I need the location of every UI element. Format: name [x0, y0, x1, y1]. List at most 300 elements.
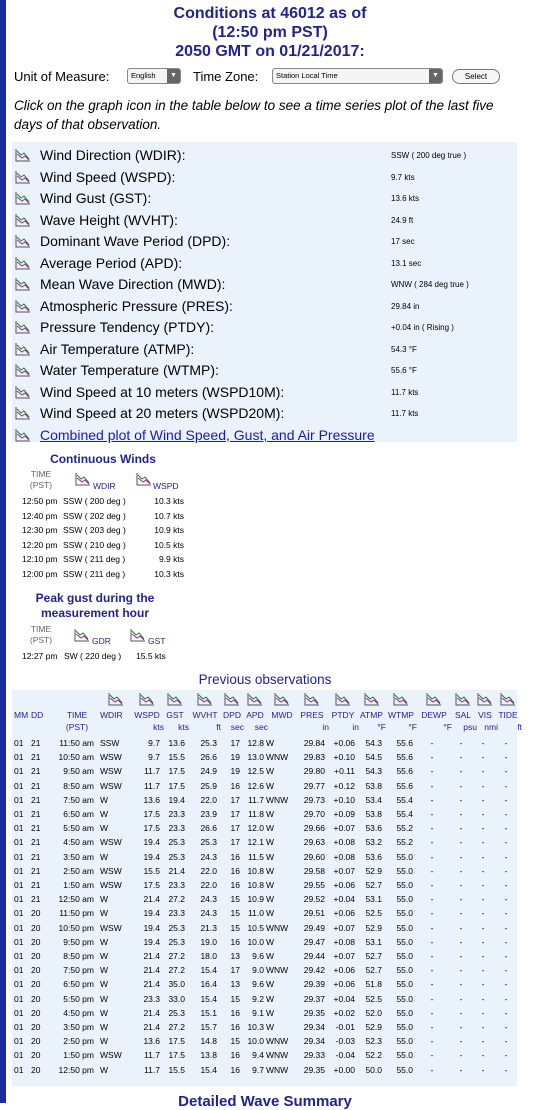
obs-cell: W — [266, 865, 275, 876]
obs-cell: +0.09 — [333, 809, 355, 819]
obs-cell: 10.8 — [247, 865, 264, 876]
obs-cell: 29.77 — [303, 780, 325, 791]
obs-cell: 55.0 — [396, 1036, 413, 1047]
obs-cell: 29.80 — [303, 766, 325, 777]
obs-cell: 21 — [31, 894, 41, 905]
obs-cell: +0.06 — [333, 965, 355, 976]
obs-cell: W — [266, 823, 275, 834]
obs-cell: 55.2 — [396, 823, 413, 834]
obs-cell: 23.3 — [168, 908, 185, 919]
obs-cell: 55.6 — [396, 752, 413, 763]
col-header-atmp: ATMP — [360, 710, 383, 720]
obs-cell: - — [459, 922, 463, 933]
graph-icon[interactable] — [477, 692, 493, 706]
obs-cell: - — [481, 922, 485, 933]
obs-cell: 29.84 — [303, 738, 325, 748]
graph-icon[interactable] — [335, 692, 351, 706]
obs-cell: WNW — [266, 922, 289, 933]
obs-cell: 21 — [31, 752, 41, 763]
obs-cell: 21.3 — [200, 922, 217, 933]
obs-cell: - — [481, 908, 485, 919]
obs-cell: 55.0 — [396, 951, 413, 961]
obs-cell: - — [430, 922, 434, 933]
col-unit: °F — [377, 722, 386, 732]
obs-cell: 13.6 — [168, 738, 185, 748]
condition-value: +0.04 in ( Rising ) — [391, 323, 454, 332]
graph-icon[interactable] — [15, 406, 31, 420]
cw-time: 12:10 pm — [22, 554, 58, 564]
obs-cell: 24.3 — [200, 851, 217, 862]
obs-cell: - — [481, 851, 485, 862]
col-header-wspd: WSPD — [134, 710, 160, 720]
unit-select-value: English — [131, 71, 156, 80]
graph-icon[interactable] — [136, 472, 152, 486]
obs-cell: 2:50 am — [63, 865, 94, 876]
condition-label: Wind Speed (WSPD): — [40, 168, 176, 185]
obs-cell: 55.0 — [396, 1050, 413, 1061]
obs-cell: 52.3 — [365, 1036, 382, 1047]
obs-cell: - — [504, 738, 508, 748]
obs-cell: -0.03 — [335, 1036, 355, 1047]
condition-label: Wind Direction (WDIR): — [40, 147, 186, 163]
col-header-dd: DD — [31, 710, 44, 720]
obs-cell: 25.3 — [168, 1007, 185, 1018]
obs-cell: - — [459, 752, 463, 763]
obs-cell: WNW — [266, 1050, 289, 1061]
obs-cell: 1:50 pm — [63, 1050, 94, 1061]
obs-cell: 9:50 am — [63, 766, 94, 777]
obs-cell: 01 — [14, 766, 24, 777]
obs-cell: 52.9 — [365, 865, 382, 876]
graph-icon[interactable] — [15, 148, 31, 162]
obs-cell: - — [459, 979, 463, 990]
time-unit-header: (PST) — [29, 635, 53, 645]
obs-cell: 11:50 am — [59, 738, 94, 748]
obs-cell: 29.52 — [303, 894, 325, 905]
obs-cell: 19.4 — [143, 936, 160, 947]
obs-cell: 22.0 — [200, 865, 217, 876]
graph-icon[interactable] — [167, 692, 183, 706]
obs-cell: - — [459, 766, 463, 777]
graph-icon[interactable] — [15, 170, 31, 184]
obs-cell: W — [266, 766, 275, 777]
condition-label: Wind Speed at 20 meters (WSPD20M): — [40, 405, 285, 421]
obs-cell: 9.2 — [252, 993, 264, 1004]
obs-cell: - — [430, 738, 434, 748]
obs-cell: 52.5 — [365, 993, 382, 1004]
obs-cell: - — [459, 1036, 463, 1047]
cw-time: 12:40 pm — [22, 510, 58, 521]
condition-row — [12, 274, 517, 294]
obs-cell: - — [481, 823, 485, 834]
obs-cell: - — [430, 908, 434, 919]
obs-cell: - — [459, 894, 463, 905]
obs-cell: 19.4 — [143, 837, 160, 848]
obs-cell: - — [430, 794, 434, 805]
condition-value: 9.7 kts — [391, 172, 415, 182]
obs-cell: 7:50 am — [63, 794, 94, 805]
obs-cell: 11.5 — [248, 851, 264, 862]
obs-cell: 55.4 — [396, 809, 413, 819]
graph-icon[interactable] — [274, 692, 290, 706]
graph-icon[interactable] — [15, 320, 31, 334]
obs-cell: 21 — [31, 809, 41, 819]
obs-cell: 33.0 — [168, 993, 185, 1004]
obs-cell: 01 — [14, 965, 24, 976]
obs-cell: WNW — [266, 794, 289, 805]
obs-cell: 27.2 — [168, 894, 185, 905]
col-header-wtmp: WTMP — [388, 710, 414, 720]
condition-label: Wind Gust (GST): — [40, 190, 152, 206]
obs-cell: 18.0 — [200, 951, 217, 961]
obs-cell: 12.0 — [247, 823, 264, 834]
obs-cell: 12:50 pm — [58, 1064, 94, 1075]
col-unit: in — [352, 722, 359, 732]
graph-icon[interactable] — [15, 191, 31, 205]
pg-time: 12:27 pm — [22, 651, 58, 661]
condition-label: Average Period (APD): — [40, 254, 183, 271]
graph-icon[interactable] — [197, 692, 213, 706]
obs-cell: 9:50 pm — [63, 936, 94, 947]
graph-icon[interactable] — [364, 692, 380, 706]
col-unit: nmi — [484, 722, 498, 732]
obs-cell: 13.6 — [143, 1036, 160, 1047]
graph-icon[interactable] — [15, 342, 31, 356]
obs-cell: 21 — [31, 823, 41, 834]
condition-row — [12, 296, 517, 316]
graph-icon[interactable] — [15, 234, 31, 248]
obs-cell: 11.7 — [248, 794, 264, 805]
obs-cell: WSW — [100, 780, 122, 791]
obs-cell: 22.0 — [200, 880, 217, 890]
graph-icon[interactable] — [15, 299, 31, 313]
obs-cell: 15.4 — [200, 993, 217, 1004]
obs-cell: - — [504, 993, 508, 1004]
combined-plot-link[interactable]: Combined plot of Wind Speed, Gust, and Air Pressure — [40, 426, 375, 443]
obs-cell: WNW — [266, 1064, 289, 1075]
unit-select[interactable] — [127, 68, 181, 84]
graph-icon[interactable] — [247, 692, 263, 706]
obs-cell: W — [100, 894, 109, 905]
obs-cell: - — [504, 880, 508, 890]
obs-cell: 25.3 — [168, 851, 185, 862]
graph-icon[interactable] — [74, 628, 90, 642]
obs-cell: +0.02 — [333, 1007, 355, 1018]
obs-cell: SSW — [100, 738, 120, 748]
obs-cell: 17.5 — [168, 766, 185, 777]
obs-cell: 15.1 — [200, 1007, 217, 1018]
graph-icon[interactable] — [15, 385, 31, 399]
obs-cell: 52.0 — [365, 1007, 382, 1018]
obs-cell: 9.6 — [252, 979, 264, 990]
obs-cell: 25.3 — [168, 837, 185, 848]
graph-icon[interactable] — [15, 256, 31, 270]
pg-gdr: SW ( 220 deg ) — [64, 651, 122, 661]
obs-cell: 25.3 — [168, 936, 185, 947]
obs-cell: - — [459, 1064, 463, 1075]
obs-cell: 55.0 — [396, 965, 413, 976]
obs-cell: W — [100, 1007, 109, 1018]
obs-cell: 52.7 — [365, 965, 382, 976]
condition-row — [12, 382, 517, 402]
obs-cell: 55.0 — [396, 865, 413, 876]
graph-icon[interactable] — [139, 692, 155, 706]
header-line-2: (12:50 pm PST) — [212, 24, 328, 41]
graph-icon[interactable] — [393, 692, 409, 706]
obs-cell: 29.39 — [303, 979, 325, 990]
unit-timezone-controls — [14, 68, 544, 88]
obs-cell: 01 — [14, 837, 24, 848]
obs-cell: 19.0 — [200, 936, 217, 947]
obs-cell: 01 — [14, 1050, 24, 1061]
obs-cell: 8:50 pm — [63, 951, 94, 961]
obs-cell: W — [100, 965, 109, 976]
obs-cell: - — [504, 780, 508, 791]
obs-cell: 16 — [230, 1022, 240, 1032]
obs-cell: +0.11 — [334, 766, 355, 777]
obs-cell: 16 — [230, 1064, 240, 1075]
col-unit: in — [322, 722, 329, 732]
obs-cell: 19.4 — [168, 794, 185, 805]
page-header — [0, 4, 540, 61]
obs-cell: 25.3 — [200, 837, 217, 848]
obs-cell: - — [504, 794, 508, 805]
obs-cell: - — [459, 951, 463, 961]
obs-cell: 15 — [230, 908, 240, 919]
obs-cell: - — [481, 880, 485, 890]
obs-cell: - — [459, 780, 463, 791]
obs-cell: - — [504, 865, 508, 876]
obs-cell: 29.34 — [303, 1036, 325, 1047]
obs-cell: 21 — [31, 880, 41, 890]
obs-cell: - — [504, 823, 508, 834]
obs-cell: 11.7 — [144, 1064, 160, 1075]
obs-cell: 5:50 pm — [63, 993, 94, 1004]
gdr-header: GDR — [92, 636, 111, 646]
obs-cell: 16 — [230, 865, 240, 876]
graph-icon[interactable] — [304, 692, 320, 706]
chevron-down-icon: ▼ — [429, 69, 442, 83]
obs-cell: W — [266, 738, 275, 748]
obs-cell: 20 — [31, 979, 41, 990]
col-header-sal: SAL — [454, 710, 472, 720]
obs-cell: - — [481, 738, 485, 748]
combined-plot-row — [12, 425, 517, 445]
obs-cell: 01 — [14, 880, 24, 890]
condition-value: SSW ( 200 deg true ) — [391, 151, 467, 160]
obs-cell: - — [481, 809, 485, 819]
obs-cell: 55.0 — [396, 880, 413, 890]
obs-cell: - — [459, 794, 463, 805]
obs-cell: 13.6 — [143, 794, 160, 805]
obs-cell: W — [100, 1036, 109, 1047]
obs-cell: 35.0 — [168, 979, 185, 990]
obs-cell: 15.4 — [200, 1064, 217, 1075]
obs-cell: +0.08 — [333, 837, 355, 848]
obs-cell: 11.7 — [144, 1050, 160, 1061]
obs-cell: 01 — [14, 780, 24, 791]
obs-cell: - — [430, 752, 434, 763]
condition-value: 29.84 in — [391, 301, 420, 311]
condition-label: Pressure Tendency (PTDY): — [40, 319, 215, 335]
condition-row — [12, 188, 517, 208]
graph-icon[interactable] — [75, 472, 91, 486]
obs-cell: 53.8 — [365, 780, 382, 791]
cw-wdir: SSW ( 202 deg ) — [63, 510, 126, 521]
obs-cell: 11.8 — [248, 809, 264, 819]
obs-cell: WNW — [266, 965, 289, 976]
obs-cell: - — [430, 1050, 434, 1061]
obs-cell: 20 — [31, 1064, 41, 1075]
obs-cell: - — [430, 851, 434, 862]
obs-cell: 21 — [31, 865, 41, 876]
cw-wspd: 10.7 kts — [154, 510, 184, 521]
graph-icon[interactable] — [426, 692, 442, 706]
obs-cell: 10:50 pm — [58, 922, 94, 933]
obs-cell: - — [459, 823, 463, 834]
obs-cell: 01 — [14, 1007, 24, 1018]
obs-cell: - — [481, 865, 485, 876]
obs-cell: W — [100, 809, 109, 819]
obs-cell: - — [459, 837, 463, 848]
col-header-wdir: WDIR — [100, 710, 123, 720]
obs-cell: 55.0 — [396, 979, 413, 990]
obs-cell: 17.5 — [168, 1036, 185, 1047]
timezone-select[interactable] — [272, 68, 443, 84]
obs-cell: 17 — [230, 837, 240, 848]
obs-cell: 20 — [31, 951, 41, 961]
obs-cell: 01 — [14, 951, 24, 961]
wspd-header: WSPD — [153, 481, 179, 491]
graph-icon[interactable] — [15, 363, 31, 377]
obs-cell: 4:50 pm — [63, 1007, 94, 1018]
obs-cell: 16 — [230, 1050, 240, 1061]
cw-wspd: 10.3 kts — [154, 496, 184, 506]
obs-cell: - — [459, 851, 463, 862]
obs-cell: 19.4 — [143, 922, 160, 933]
obs-cell: +0.06 — [333, 908, 355, 919]
obs-cell: 17.5 — [168, 780, 185, 791]
graph-icon[interactable] — [15, 428, 31, 442]
condition-row — [12, 317, 517, 337]
obs-cell: 17.5 — [143, 823, 160, 834]
obs-cell: W — [100, 1022, 109, 1032]
condition-label: Wave Height (WVHT): — [40, 211, 178, 228]
col-header-dewp: DEWP — [421, 710, 447, 720]
obs-cell: +0.00 — [333, 1064, 355, 1075]
obs-cell: 17 — [230, 965, 240, 976]
obs-cell: 01 — [14, 809, 24, 819]
obs-cell: 15.7 — [200, 1022, 217, 1032]
previous-observations-title: Previous observations — [198, 672, 332, 687]
obs-cell: - — [430, 1064, 434, 1075]
condition-value: 13.1 sec — [391, 258, 422, 268]
obs-cell: 29.35 — [303, 1007, 325, 1018]
obs-cell: 20 — [31, 1036, 41, 1047]
obs-cell: 27.2 — [168, 965, 185, 976]
obs-cell: - — [504, 908, 508, 919]
obs-cell: 20 — [31, 908, 41, 919]
obs-cell: 29.83 — [303, 752, 325, 763]
obs-cell: 11.7 — [144, 766, 160, 777]
obs-cell: - — [430, 1022, 434, 1032]
obs-cell: W — [100, 936, 109, 947]
timezone-select-value: Station Local Time — [276, 71, 338, 80]
select-button[interactable]: Select — [452, 69, 500, 84]
obs-cell: 24.3 — [200, 908, 217, 919]
col-header-mm: MM — [14, 710, 29, 720]
obs-cell: - — [504, 837, 508, 848]
obs-cell: 55.0 — [396, 922, 413, 933]
condition-row — [12, 167, 517, 187]
obs-cell: 55.0 — [396, 1007, 413, 1018]
obs-cell: - — [430, 979, 434, 990]
graph-icon[interactable] — [130, 628, 146, 642]
obs-cell: +0.08 — [333, 851, 355, 862]
peak-gust-title-line-2: measurement hour — [40, 606, 150, 620]
graph-icon[interactable] — [15, 277, 31, 291]
obs-cell: 53.6 — [365, 823, 382, 834]
obs-cell: - — [430, 951, 434, 961]
obs-cell: 01 — [14, 794, 24, 805]
obs-cell: 14.8 — [200, 1036, 217, 1047]
obs-cell: 9.4 — [252, 1050, 264, 1061]
obs-cell: - — [504, 752, 508, 763]
obs-cell: 19 — [230, 752, 240, 763]
obs-cell: WSW — [100, 837, 122, 848]
graph-icon[interactable] — [224, 692, 240, 706]
graph-icon[interactable] — [108, 692, 124, 706]
obs-cell: 19 — [230, 766, 240, 777]
obs-cell: W — [100, 794, 109, 805]
obs-cell: 21 — [31, 738, 41, 748]
obs-cell: 8:50 am — [63, 780, 94, 791]
obs-cell: 13 — [230, 951, 240, 961]
obs-cell: 15.5 — [168, 1064, 185, 1075]
obs-cell: 23.3 — [168, 809, 185, 819]
obs-cell: - — [481, 894, 485, 905]
obs-cell: - — [430, 1036, 434, 1047]
obs-cell: 27.2 — [168, 951, 185, 961]
obs-cell: 19.4 — [143, 908, 160, 919]
condition-row — [12, 145, 517, 165]
header-line-3: 2050 GMT on 01/21/2017: — [175, 43, 365, 60]
obs-cell: 15 — [230, 894, 240, 905]
obs-cell: W — [100, 979, 109, 990]
obs-cell: 6:50 pm — [63, 979, 94, 990]
obs-cell: 10.9 — [247, 894, 264, 905]
obs-cell: 10.0 — [247, 1036, 264, 1047]
gst-header: GST — [148, 636, 166, 646]
obs-cell: 52.7 — [365, 880, 382, 890]
graph-icon[interactable] — [500, 692, 516, 706]
graph-icon[interactable] — [455, 692, 471, 706]
obs-cell: W — [266, 979, 275, 990]
wdir-header: WDIR — [93, 481, 116, 491]
obs-cell: W — [100, 1064, 109, 1075]
obs-cell: 29.66 — [303, 823, 325, 834]
obs-cell: 52.5 — [365, 908, 382, 919]
obs-cell: - — [504, 894, 508, 905]
obs-cell: 01 — [14, 936, 24, 947]
detailed-wave-summary-title: Detailed Wave Summary — [178, 1093, 352, 1110]
obs-cell: 10.8 — [247, 880, 264, 890]
obs-cell: 21 — [31, 837, 41, 848]
obs-cell: - — [459, 809, 463, 819]
col-unit: °F — [408, 722, 417, 732]
graph-icon[interactable] — [15, 213, 31, 227]
obs-cell: - — [430, 993, 434, 1004]
